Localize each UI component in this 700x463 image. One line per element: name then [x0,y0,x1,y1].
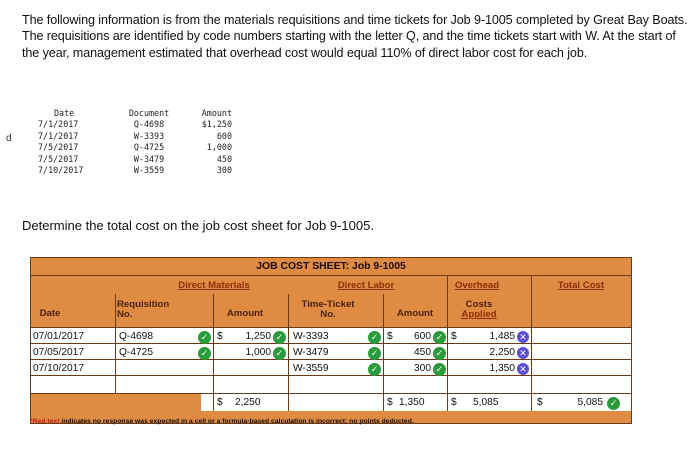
check-icon: ✓ [433,347,446,360]
incorrect-icon: ✕ [517,347,529,359]
col-header-dm-amount: Amount [226,308,264,319]
total-cost-dollar: $ [537,397,543,408]
check-icon: ✓ [198,347,211,360]
total-dl-dollar: $ [387,397,393,408]
header-overhead: Overhead [454,280,500,291]
side-margin-mark: d [6,133,12,144]
col-header-oh-applied: Applied [461,309,497,320]
check-icon: ✓ [368,347,381,360]
check-icon: ✓ [198,331,211,344]
check-icon: ✓ [273,347,286,360]
total-dl-amount[interactable]: 1,350 [399,397,425,408]
requisitions-header-row [38,108,232,119]
col-header-requisition: Requisition [117,299,170,310]
total-dm-amount[interactable]: 2,250 [235,397,261,408]
row-oh-amount[interactable]: 2,250 [489,347,515,358]
req-date: 7/5/2017 [38,142,79,153]
row-date[interactable]: 07/01/2017 [33,331,84,342]
row-ticket[interactable]: W-3393 [293,331,329,342]
row-date[interactable]: 07/10/2017 [33,363,84,374]
row-dl-dollar: $ [387,331,393,342]
requisitions-row [38,154,232,165]
col-header-ticket: Time-Ticket [301,299,355,310]
req-amount: 600 [216,130,232,141]
divider [383,328,384,411]
row-dl-amount[interactable]: 600 [414,331,431,342]
incorrect-icon: ✕ [517,331,529,343]
col-header-dl-amount: Amount [396,308,434,319]
requisitions-row [38,119,232,130]
divider [288,328,289,411]
check-icon: ✓ [607,397,620,410]
row-oh-amount[interactable]: 1,350 [489,363,515,374]
question-text: Determine the total cost on the job cost sheet for Job 9-1005. [22,218,374,233]
check-icon: ✓ [433,331,446,344]
divider [447,328,448,411]
check-icon: ✓ [273,331,286,344]
total-dm-dollar: $ [217,397,223,408]
req-document: W-3559 [133,165,165,176]
footnote-rest: indicates no response was expected in a cell or a formula-based calculation is incorrect; no points deducted. [59,418,414,425]
row-dm-dollar: $ [217,331,223,342]
req-document: Q-4698 [133,119,165,130]
header-direct-materials: Direct Materials [178,280,250,291]
row-dl-amount[interactable]: 300 [414,363,431,374]
row-dm-amount[interactable]: 1,000 [245,347,271,358]
footnote [30,418,414,425]
total-oh-amount[interactable]: 5,085 [473,397,499,408]
row-oh-dollar: $ [451,331,457,342]
row-requisition[interactable]: Q-4698 [119,331,153,342]
divider [115,328,116,394]
divider [531,328,532,411]
row-date[interactable]: 07/05/2017 [33,347,84,358]
problem-intro: The following information is from the materials requisitions and time tickets for Job 9-1005 completed by Great Bay Boats. The requisitions are identified by code numbers starting with the letter Q, and the time tickets start with W. At the start of the year, management estimated that overhead cost would equal 110% of direct labor cost for each job. [22,13,688,60]
req-date: 7/10/2017 [38,165,84,176]
requisitions-row [38,165,232,176]
req-amount: 1,000 [206,142,232,153]
row-oh-amount[interactable]: 1,485 [489,331,515,342]
divider [31,275,631,276]
job-cost-sheet [30,257,632,424]
col-header-ticket-no: No. [320,309,336,320]
check-icon: ✓ [368,363,381,376]
req-document: Q-4725 [133,142,165,153]
req-date: 7/1/2017 [38,130,79,141]
incorrect-icon: ✕ [517,363,529,375]
row-requisition[interactable]: Q-4725 [119,347,153,358]
req-document: W-3479 [133,153,165,164]
col-header-oh-costs: Costs [465,299,493,310]
req-amount: 450 [216,153,232,164]
divider [31,375,631,376]
req-amount: 300 [216,165,232,176]
check-icon: ✓ [433,363,446,376]
divider [213,328,214,411]
req-document: W-3393 [133,130,165,141]
total-oh-dollar: $ [451,397,457,408]
req-date: 7/5/2017 [38,153,79,164]
total-cost-amount[interactable]: 5,085 [577,397,603,408]
req-date: 7/1/2017 [38,119,79,130]
req-header-amount: Amount [201,108,232,118]
row-ticket[interactable]: W-3479 [293,347,329,358]
row-ticket[interactable]: W-3559 [293,363,329,374]
req-header-date: Date [54,108,75,118]
header-total-cost: Total Cost [557,280,605,291]
sheet-title: JOB COST SHEET: Job 9-1005 [256,261,406,272]
col-header-requisition-no: No. [117,309,133,320]
row-dm-amount[interactable]: 1,250 [245,331,271,342]
requisitions-table [38,108,232,176]
col-header-date: Date [39,308,61,319]
requisitions-row [38,131,232,142]
footnote-red-text: *Red text [30,418,60,425]
row-dl-amount[interactable]: 450 [414,347,431,358]
requisitions-row [38,142,232,153]
req-amount: $1,250 [201,119,232,130]
header-direct-labor: Direct Labor [337,280,395,291]
divider [31,359,631,360]
check-icon: ✓ [368,331,381,344]
req-header-document: Document [128,108,170,118]
divider [31,343,631,344]
